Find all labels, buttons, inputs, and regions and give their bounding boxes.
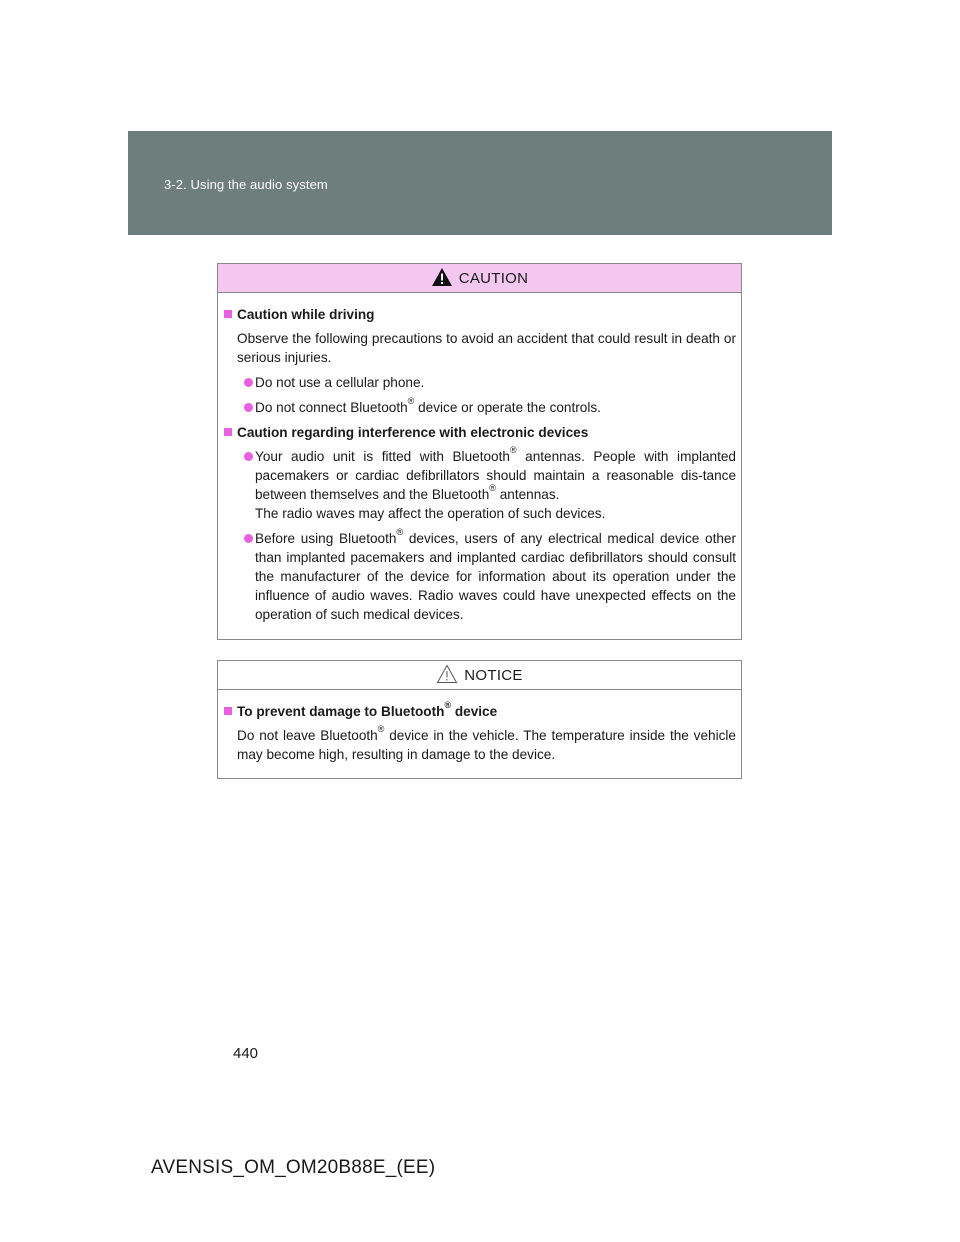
square-bullet-icon [224, 707, 232, 715]
caution-bullet: Do not use a cellular phone. [224, 373, 736, 392]
square-bullet-icon [224, 428, 232, 436]
section-title: 3-2. Using the audio system [164, 177, 328, 192]
caution-bullet: Your audio unit is fitted with Bluetooth® antennas. People with implanted pacemakers or cardiac defibrillators should maintain a reasonable dis-tance between themselves and the Bluetooth® antennas. The radio waves may affect the operation of such devices. [224, 447, 736, 523]
notice-paragraph: Do not leave Bluetooth® device in the vehicle. The temperature inside the vehicle may become high, resulting in damage to the device. [237, 724, 736, 762]
notice-header [218, 661, 741, 690]
registered-mark: ® [444, 700, 452, 711]
notice-body [218, 690, 741, 764]
page-number: 440 [233, 1045, 259, 1062]
registered-mark: ® [396, 527, 404, 538]
warning-filled-icon [431, 267, 453, 287]
section-header [128, 131, 832, 235]
caution-heading-driving: Caution while driving [224, 305, 736, 324]
caution-box [217, 263, 742, 640]
round-bullet-icon [244, 403, 253, 412]
warning-outline-icon [436, 664, 458, 684]
notice-box [217, 660, 742, 779]
caution-bullet: Before using Bluetooth® devices, users of any electrical medical device other than implanted pacemakers and implanted cardiac defibrillators should consult the manufacturer of the device for information about its operation under the influence of audio waves. Radio waves could have unexpected effects on the operation of such medical devices. [224, 529, 736, 624]
round-bullet-icon [244, 378, 253, 387]
notice-heading: To prevent damage to Bluetooth® device [224, 702, 736, 721]
registered-mark: ® [489, 483, 496, 494]
caution-paragraph: Observe the following precautions to avoid an accident that could result in death or serious injuries. [237, 331, 736, 365]
registered-mark: ® [407, 396, 415, 407]
caution-header [218, 264, 741, 293]
notice-title: NOTICE [464, 666, 523, 684]
registered-mark: ® [509, 445, 517, 456]
round-bullet-icon [244, 452, 253, 461]
square-bullet-icon [224, 310, 232, 318]
caution-bullet: Do not connect Bluetooth® device or operate the controls. [224, 398, 736, 417]
caution-heading-interference: Caution regarding interference with electronic devices [224, 423, 736, 442]
registered-mark: ® [377, 724, 385, 735]
round-bullet-icon [244, 534, 253, 543]
document-code: AVENSIS_OM_OM20B88E_(EE) [151, 1157, 436, 1178]
caution-body [218, 293, 741, 624]
caution-title: CAUTION [458, 269, 529, 287]
